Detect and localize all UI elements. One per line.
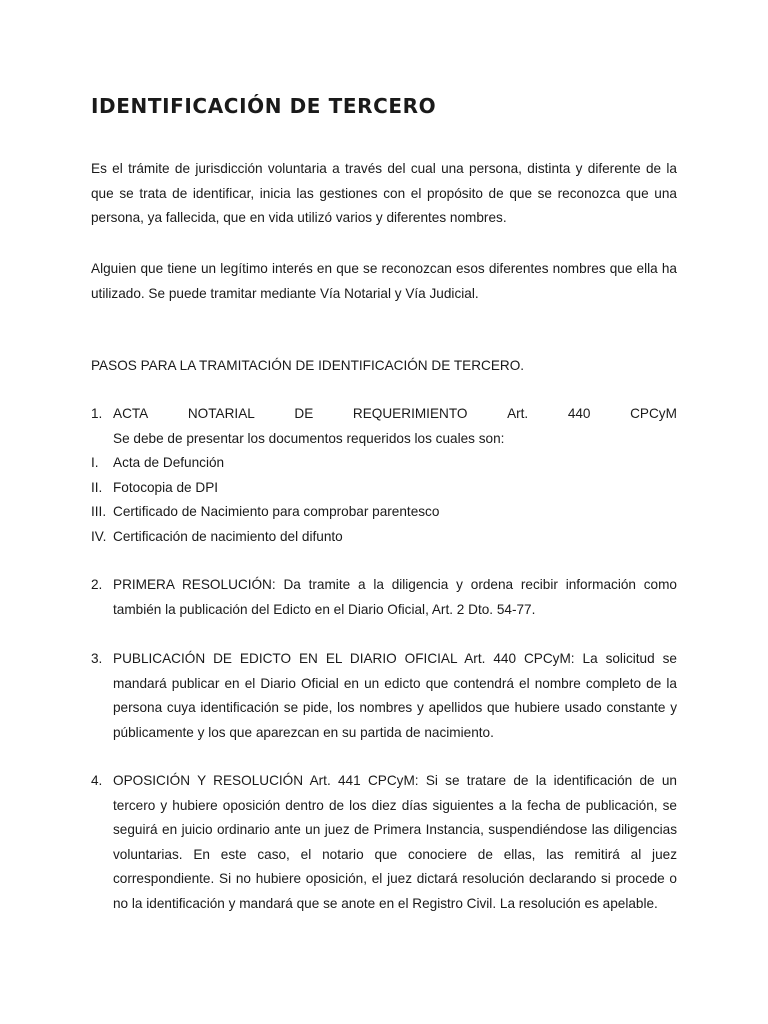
step-number: 3. (91, 651, 103, 666)
document-list-item (91, 451, 677, 476)
steps-heading: PASOS PARA LA TRAMITACIÓN DE IDENTIFICACIÓN DE TERCERO. (91, 358, 525, 373)
intro-paragraph-1: Es el trámite de jurisdicción voluntaria a través del cual una persona, distinta y diferente de la que se trata de identificar, inicia las gestiones con el propósito de que se reconozca que una persona, ya fallecida, que en vida utilizó varios y diferentes nombres. (91, 161, 677, 225)
list-numeral: IV. (91, 528, 107, 544)
step-number: 1. (91, 406, 103, 421)
step-1-heading: ACTA NOTARIAL DE REQUERIMIENTO Art. 440 CPCyM (113, 406, 677, 421)
list-numeral: II. (91, 479, 103, 495)
document-title: IDENTIFICACIÓN DE TERCERO (91, 94, 437, 118)
step-4 (91, 769, 677, 916)
list-item-label: Fotocopia de DPI (113, 479, 219, 495)
document-list-item (91, 525, 677, 550)
list-item-label: Certificado de Nacimiento para comprobar parentesco (113, 504, 440, 519)
step-3 (91, 647, 677, 745)
list-item-label: Acta de Defunción (113, 455, 225, 470)
step-number: 2. (91, 577, 103, 592)
step-3-text: PUBLICACIÓN DE EDICTO EN EL DIARIO OFICIAL Art. 440 CPCyM: La solicitud se mandará publicar en el Diario Oficial en un edicto que contendrá el nombre completo de la persona cuya identificación se pide, los nombres y apellidos que hubiere usado constante y públicamente y los que aparezcan en su partida de nacimiento. (113, 651, 677, 740)
intro-paragraph-2: Alguien que tiene un legítimo interés en que se reconozcan esos diferentes nombres que ella ha utilizado. Se puede tramitar mediante Vía Notarial y Vía Judicial. (91, 261, 677, 301)
step-4-text: OPOSICIÓN Y RESOLUCIÓN Art. 441 CPCyM: Si se tratare de la identificación de un tercero y hubiere oposición dentro de los diez días siguientes a la fecha de publicación, se seguirá en juicio ordinario ante un juez de Primera Instancia, suspendiéndose las diligencias voluntarias. En este caso, el notario que conociere de ellas, las remitirá al juez correspondiente. Si no hubiere oposición, el juez dictará resolución declarando si procede o no la identificación y mandará que se anote en el Registro Civil. La resolución es apelable. (113, 773, 677, 911)
step-2 (91, 573, 677, 622)
list-numeral: III. (91, 504, 107, 519)
step-1 (91, 402, 677, 451)
step-number: 4. (91, 773, 103, 788)
list-item-label: Certificación de nacimiento del difunto (113, 528, 343, 544)
step-2-text: PRIMERA RESOLUCIÓN: Da tramite a la diligencia y ordena recibir información como también la publicación del Edicto en el Diario Oficial, Art. 2 Dto. 54-77. (113, 577, 677, 617)
document-list-item (91, 500, 677, 525)
document-list-item (91, 476, 677, 501)
list-numeral: I. (91, 455, 99, 470)
step-1-text: Se debe de presentar los documentos requeridos los cuales son: (113, 430, 505, 446)
